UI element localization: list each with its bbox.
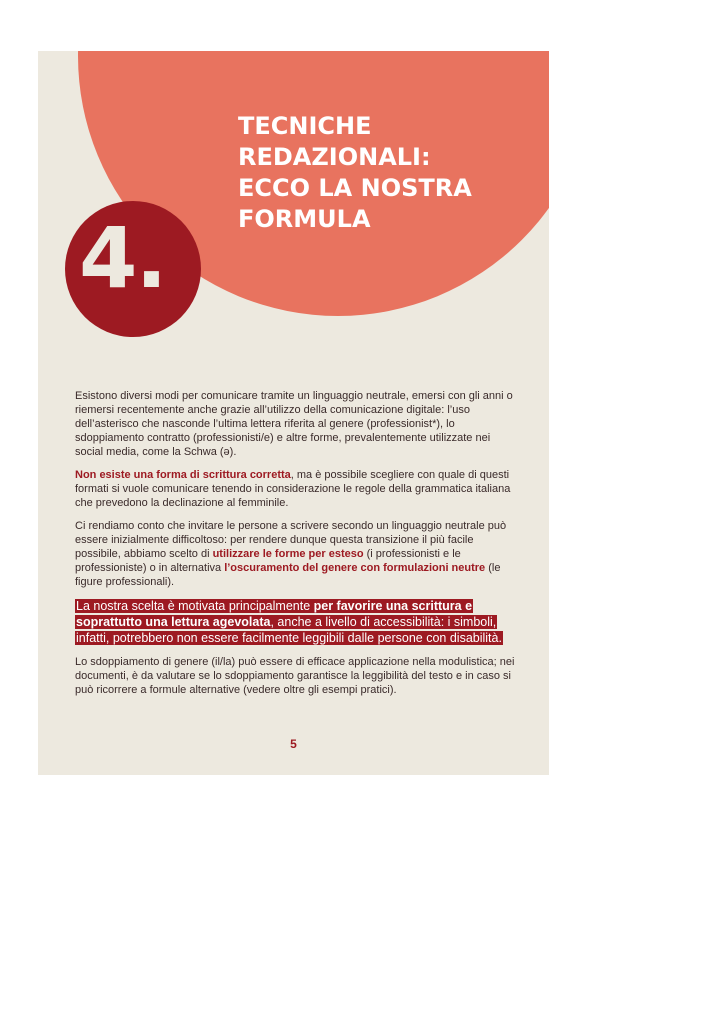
chapter-number-circle [65, 201, 201, 337]
chapter-number: 4. [79, 209, 166, 307]
body-text [75, 389, 515, 706]
chapter-title-line: TECNICHE [238, 112, 372, 140]
bold-text: Non esiste una forma di scrittura corretta [75, 469, 291, 481]
paragraph-correct-form [75, 468, 515, 510]
chapter-title-line: FORMULA [238, 205, 371, 233]
paragraph-text: (le figure professionali). [75, 562, 501, 588]
page-number: 5 [290, 737, 297, 751]
paragraph-text: Ci rendiamo conto che invitare le persone a scrivere secondo un linguaggio neutrale può essere inizialmente difficoltoso: per rendere dunque questa transizione il più facile possibile, abbiamo scelto di [75, 520, 507, 560]
highlight-text: , anche a livello di accessibilità: i simboli, infatti, potrebbero non essere facilmente leggibili dalle persone con disabilità. [76, 615, 502, 645]
paragraph-text: , ma è possibile scegliere con quale di questi formati si vuole comunicare tenendo in considerazione le regole della grammatica italiana che prevedono la declinazione al femminile. [75, 469, 511, 509]
chapter-title [238, 111, 538, 235]
chapter-title-line: ECCO LA NOSTRA [238, 174, 472, 202]
chapter-title-line: REDAZIONALI: [238, 143, 431, 171]
paragraph-text: (i professionisti e le professioniste) o in alternativa [75, 548, 461, 574]
paragraph-choice [75, 519, 515, 589]
paragraph-doubling: Lo sdoppiamento di genere (il/la) può essere di efficace applicazione nella modulistica; nei documenti, è da valutare se lo sdoppiamento garantisce la leggibilità del testo e in caso si può ricorrere a formule alternative (vedere oltre gli esempi pratici). [75, 656, 515, 696]
paragraph-intro: Esistono diversi modi per comunicare tramite un linguaggio neutrale, emersi con gli anni o riemersi recentemente anche grazie all’utilizzo della comunicazione digitale: l’uso dell’asterisco che nasconde l’ultima lettera riferita al genere (professionist*), lo sdoppiamento contratto (professionisti/e) e altre forme, prevalentemente utilizzate nei social media, come la Schwa (ə). [75, 390, 513, 458]
document-page [38, 51, 549, 775]
highlight-bold-text: per favorire una scrittura e soprattutto una lettura agevolata [76, 599, 473, 629]
bold-text: utilizzare le forme per esteso [212, 548, 364, 560]
highlight-text: La nostra scelta è motivata principalmente [76, 599, 314, 613]
bold-text: l’oscuramento del genere con formulazioni neutre [224, 562, 486, 574]
highlighted-statement [75, 598, 515, 646]
